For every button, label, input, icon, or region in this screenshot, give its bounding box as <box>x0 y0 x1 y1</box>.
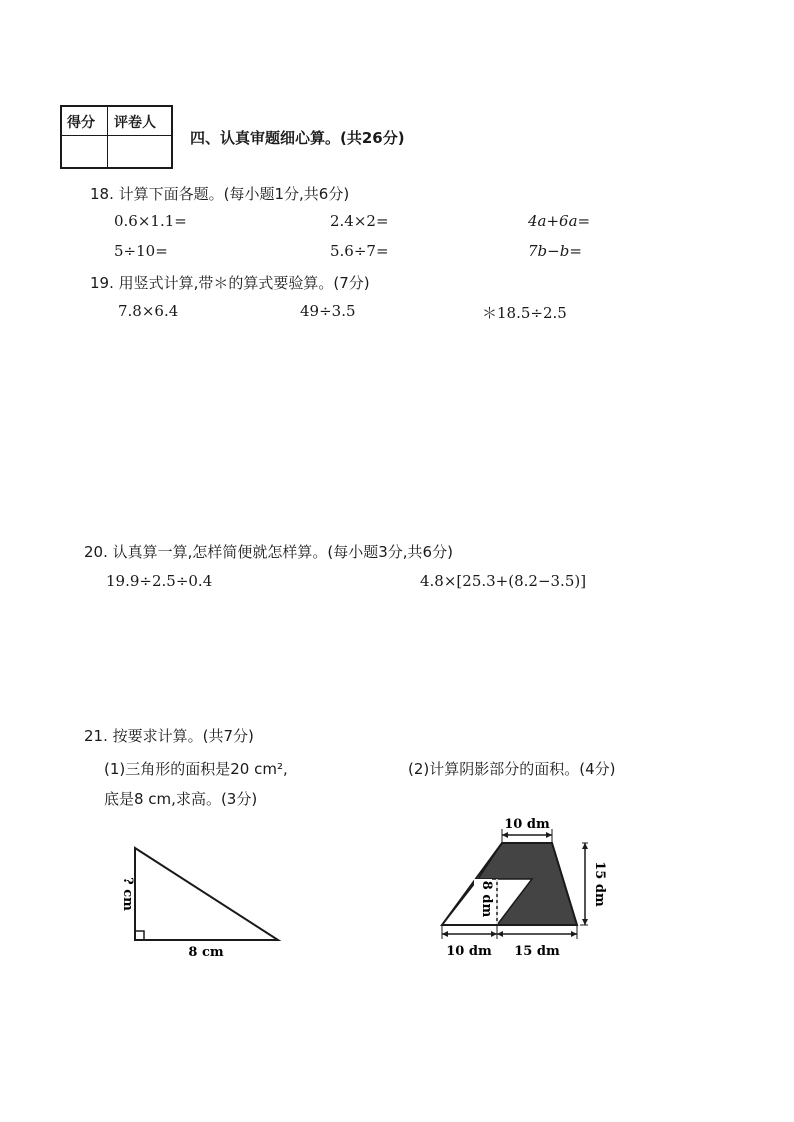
q18-item-5: 5.6÷7= <box>330 242 389 260</box>
bottom-left-arrow-b <box>491 931 497 937</box>
bottom-left-dimension-label: 10 dm <box>446 944 492 959</box>
bottom-right-arrow-b <box>571 931 577 937</box>
score-table <box>60 105 173 169</box>
q20-item-2: 4.8×[25.3+(8.2−3.5)] <box>420 572 587 590</box>
q21-part1-line2: 底是8 cm,求高。(3分) <box>104 790 258 808</box>
triangle-shape <box>135 848 278 940</box>
q18-item-3: 4a+6a= <box>528 212 591 230</box>
grader-header: 评卷人 <box>114 115 156 131</box>
q20-item-1: 19.9÷2.5÷0.4 <box>106 572 213 590</box>
triangle-figure <box>100 840 300 970</box>
bottom-left-arrow-a <box>442 931 448 937</box>
top-dimension-label: 10 dm <box>504 817 550 832</box>
right-dimension-label: 15 dm <box>592 861 607 907</box>
section-title: 四、认真审题细心算。(共26分) <box>190 129 405 147</box>
q18-title: 18. 计算下面各题。(每小题1分,共6分) <box>90 185 350 203</box>
triangle-height-label: ? cm <box>120 877 135 911</box>
q19-title: 19. 用竖式计算,带＊的算式要验算。(7分) <box>90 274 370 292</box>
q20-title: 20. 认真算一算,怎样简便就怎样算。(每小题3分,共6分) <box>84 543 453 561</box>
inner-height-label: 8 dm <box>479 880 494 918</box>
q19-item-2: 49÷3.5 <box>300 302 356 320</box>
top-arrow-left <box>502 832 508 838</box>
q18-item-2: 2.4×2= <box>330 212 389 230</box>
bottom-right-dimension-label: 15 dm <box>514 944 560 959</box>
q19-item-3: ＊18.5÷2.5 <box>482 304 567 322</box>
bottom-right-arrow-a <box>497 931 503 937</box>
trapezoid-figure <box>430 805 620 970</box>
score-header: 得分 <box>67 115 95 131</box>
q19-item-1: 7.8×6.4 <box>118 302 179 320</box>
right-arrow-bottom <box>582 919 588 925</box>
q18-item-4: 5÷10= <box>114 242 168 260</box>
q21-part2: (2)计算阴影部分的面积。(4分) <box>408 760 616 778</box>
top-arrow-right <box>546 832 552 838</box>
q18-item-6: 7b−b= <box>528 242 582 260</box>
right-arrow-top <box>582 843 588 849</box>
right-angle-mark <box>135 931 144 940</box>
q21-title: 21. 按要求计算。(共7分) <box>84 727 254 745</box>
q21-part1-line1: (1)三角形的面积是20 cm², <box>104 760 288 778</box>
q18-item-1: 0.6×1.1= <box>114 212 187 230</box>
triangle-base-label: 8 cm <box>188 945 224 960</box>
